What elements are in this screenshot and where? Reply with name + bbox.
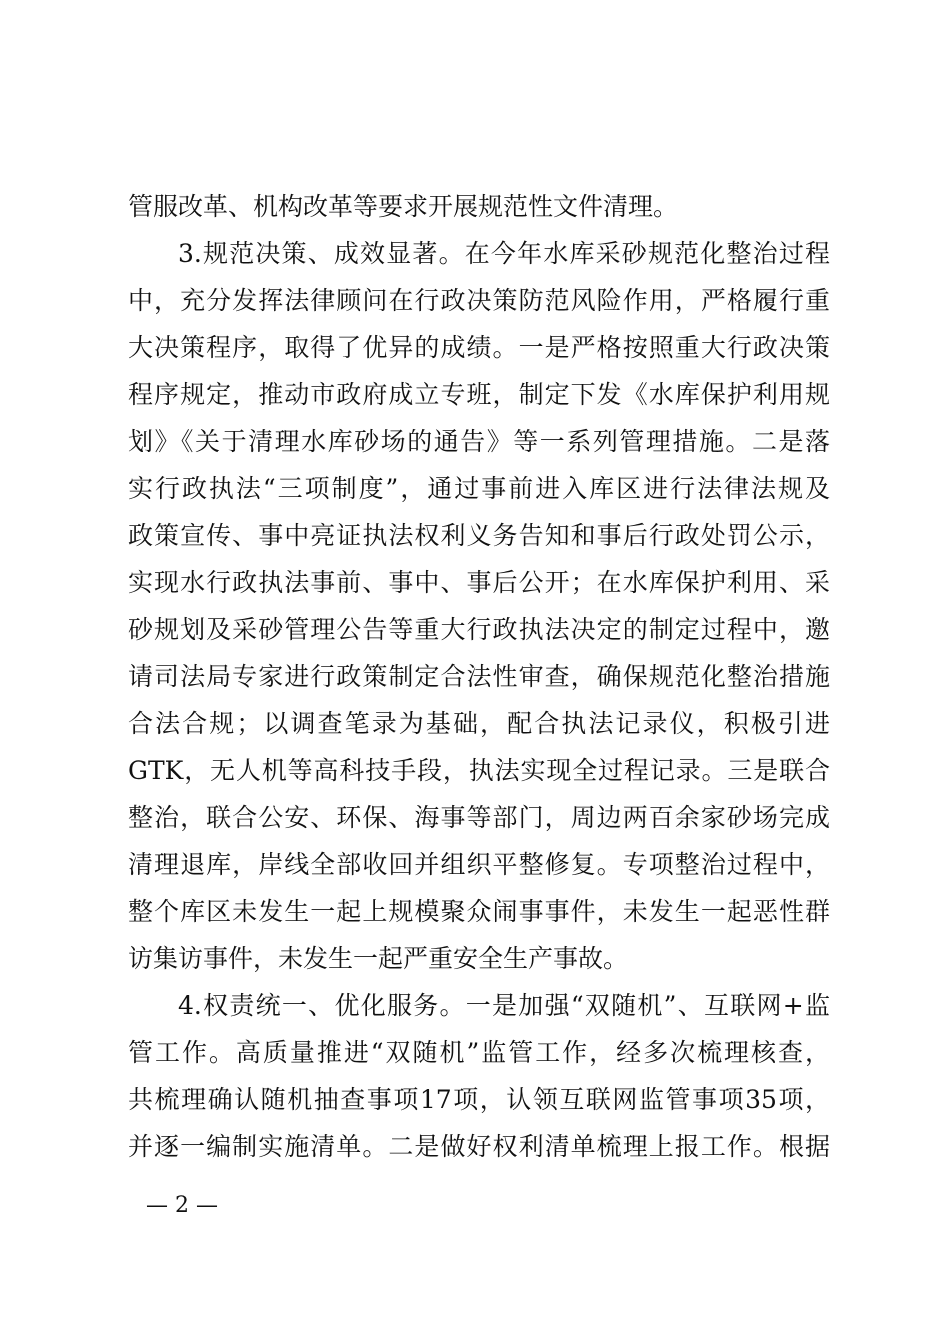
text-line-4: 大决策程序，取得了优异的成绩。一是严格按照重大行政决策: [128, 333, 830, 362]
text-line-17: 访集访事件，未发生一起严重安全生产事故。: [128, 944, 629, 973]
text-line-6: 划》《关于清理水库砂场的通告》等一系列管理措施。二是落: [128, 427, 830, 456]
text-line-18: 4.权责统一、优化服务。一是加强“双随机”、互联网+监: [178, 991, 830, 1020]
text-line-5: 程序规定，推动市政府成立专班，制定下发《水库保护利用规: [128, 380, 830, 409]
text-line-14: 整治，联合公安、环保、海事等部门，周边两百余家砂场完成: [128, 803, 830, 832]
text-line-1: 管服改革、机构改革等要求开展规范性文件清理。: [128, 192, 679, 221]
text-line-20: 共梳理确认随机抽查事项17项，认领互联网监管事项35项，: [128, 1085, 830, 1114]
text-line-2: 3.规范决策、成效显著。在今年水库采砂规范化整治过程: [178, 239, 830, 268]
text-line-16: 整个库区未发生一起上规模聚众闹事事件，未发生一起恶性群: [128, 897, 830, 926]
text-line-19: 管工作。高质量推进“双随机”监管工作，经多次梳理核查，: [128, 1038, 830, 1067]
text-line-11: 请司法局专家进行政策制定合法性审查，确保规范化整治措施: [128, 662, 830, 691]
text-line-12: 合法合规；以调查笔录为基础，配合执法记录仪，积极引进: [128, 709, 830, 738]
text-line-3: 中，充分发挥法律顾问在行政决策防范风险作用，严格履行重: [128, 286, 830, 315]
text-line-8: 政策宣传、事中亮证执法权利义务告知和事后行政处罚公示，: [128, 521, 830, 550]
text-line-15: 清理退库，岸线全部收回并组织平整修复。专项整治过程中，: [128, 850, 830, 879]
text-line-13: GTK，无人机等高科技手段，执法实现全过程记录。三是联合: [128, 756, 830, 785]
text-line-9: 实现水行政执法事前、事中、事后公开；在水库保护利用、采: [128, 568, 830, 597]
text-line-21: 并逐一编制实施清单。二是做好权利清单梳理上报工作。根据: [128, 1132, 830, 1161]
page-number: — 2 —: [146, 1193, 218, 1218]
text-line-7: 实行政执法“三项制度”，通过事前进入库区进行法律法规及: [128, 474, 830, 503]
text-line-10: 砂规划及采砂管理公告等重大行政执法决定的制定过程中，邀: [128, 615, 830, 644]
